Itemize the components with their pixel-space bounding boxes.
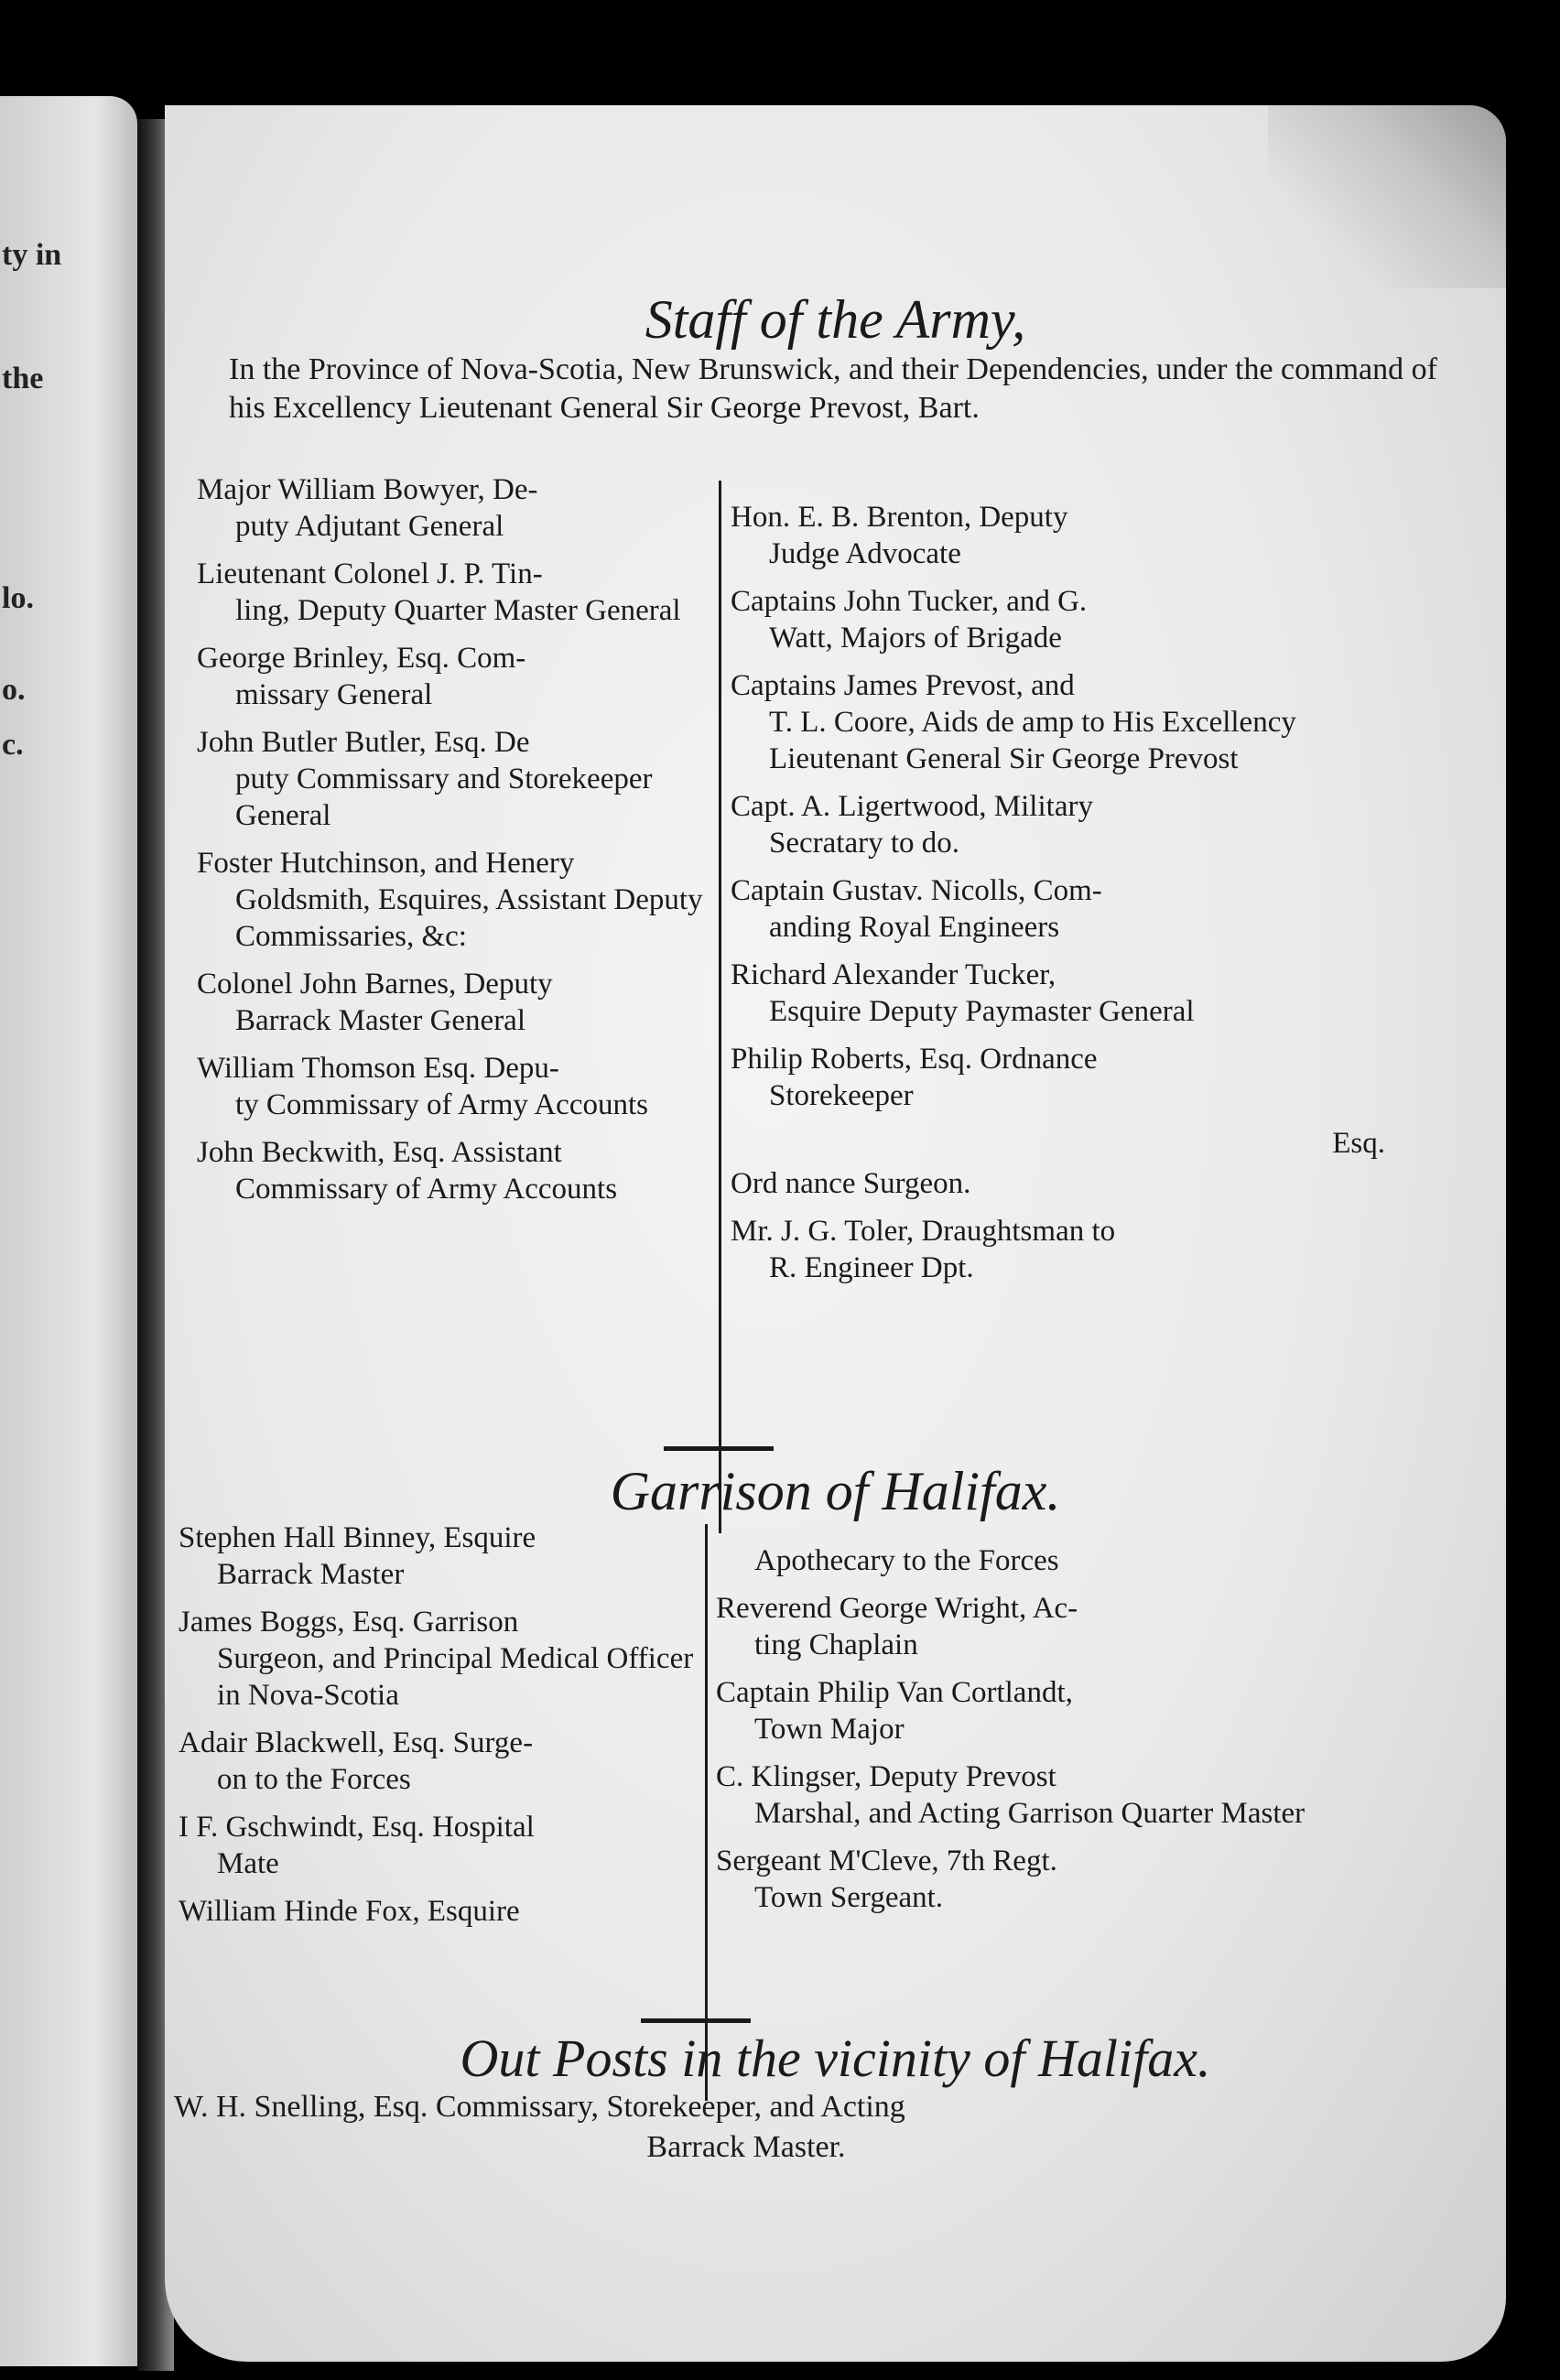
facing-page-fragment: o. [2,673,26,707]
facing-page-text [0,96,137,2366]
facing-page-fragment: lo. [2,581,34,615]
staff-entry: Mr. J. G. Toler, Draughtsman to R. Engineer Dpt. [731,1215,1116,1284]
garrison-entry: Sergeant M'Cleve, 7th Regt. Town Sergeant. [716,1844,1057,1914]
staff-entry: John Butler Butler, Esq. De puty Commissary and Storekeeper General [197,726,653,832]
garrison-entry: Reverend George Wright, Ac- ting Chaplain [716,1592,1078,1661]
garrison-entry: William Hinde Fox, Esquire [179,1895,520,1928]
staff-entry: Captain Gustav. Nicolls, Com- anding Royal Engineers [731,874,1102,944]
section-divider [641,2018,751,2023]
staff-entry: Major William Bowyer, De- puty Adjutant General [197,473,538,543]
staff-entry: Philip Roberts, Esq. Ordnance Storekeeper [731,1043,1098,1112]
staff-entry: Ord nance Surgeon. [731,1167,971,1200]
staff-entry: Colonel John Barnes, Deputy Barrack Master General [197,968,553,1037]
blank-esq-entry: Esq. [1332,1127,1385,1160]
facing-page [0,96,137,2366]
staff-entry: Foster Hutchinson, and Henery Goldsmith, Esquires, Assistant Deputy Commissaries, &c: [197,847,703,953]
page-content [165,105,1506,2362]
outposts-entry-line: Barrack Master. [646,2130,846,2164]
staff-entry: William Thomson Esq. Depu- ty Commissary of Army Accounts [197,1052,648,1121]
document-page [165,105,1506,2362]
garrison-entry: Captain Philip Van Cortlandt, Town Major [716,1676,1073,1746]
facing-page-fragment: ty in [2,238,62,272]
outposts-entry-line: W. H. Snelling, Esq. Commissary, Storekeeper, and Acting [174,2090,905,2124]
staff-entry: Lieutenant Colonel J. P. Tin- ling, Deputy Quarter Master General [197,557,681,627]
staff-entry: Captains James Prevost, and T. L. Coore, Aids de amp to His Excellency Lieutenant General Sir George Prevost [731,669,1296,775]
garrison-entry: C. Klingser, Deputy Prevost Marshal, and Acting Garrison Quarter Master [716,1760,1305,1830]
section-title-outposts: Out Posts in the vicinity of Halifax. [460,2028,1211,2088]
staff-entry: John Beckwith, Esq. Assistant Commissary of Army Accounts [197,1136,618,1206]
staff-right-column [731,499,1413,1297]
facing-page-fragment: the [2,362,44,395]
staff-entry: Capt. A. Ligertwood, Military Secratary to do. [731,790,1093,860]
outposts-entry [165,2087,1327,2168]
section-title-staff: Staff of the Army, [645,289,1026,350]
garrison-entry: I F. Gschwindt, Esq. Hospital Mate [179,1811,535,1880]
garrison-entry: Apothecary to the Forces [754,1544,1059,1577]
garrison-entry: James Boggs, Esq. Garrison Surgeon, and Principal Medical Officer in Nova-Scotia [179,1606,694,1712]
garrison-entry: Adair Blackwell, Esq. Surge- on to the Forces [179,1726,534,1796]
staff-left-column [197,471,746,1218]
staff-intro: In the Province of Nova-Scotia, New Brunswick, and their Dependencies, under the command of his Excellency Lieutenant General Sir George Prevost, Bart. [229,352,1437,425]
staff-entry: Richard Alexander Tucker, Esquire Deputy Paymaster General [731,958,1195,1028]
garrison-right-column [716,1542,1412,1927]
staff-entry: Captains John Tucker, and G. Watt, Majors of Brigade [731,585,1088,654]
section-divider [664,1446,774,1451]
staff-entry: George Brinley, Esq. Com- missary General [197,642,526,711]
section-title-garrison: Garrison of Halifax. [610,1461,1061,1521]
staff-entry: Hon. E. B. Brenton, Deputy Judge Advocate [731,501,1068,570]
garrison-entry: Stephen Hall Binney, Esquire Barrack Master [179,1521,536,1591]
garrison-left-column [179,1520,719,1941]
facing-page-fragment: c. [2,728,24,762]
